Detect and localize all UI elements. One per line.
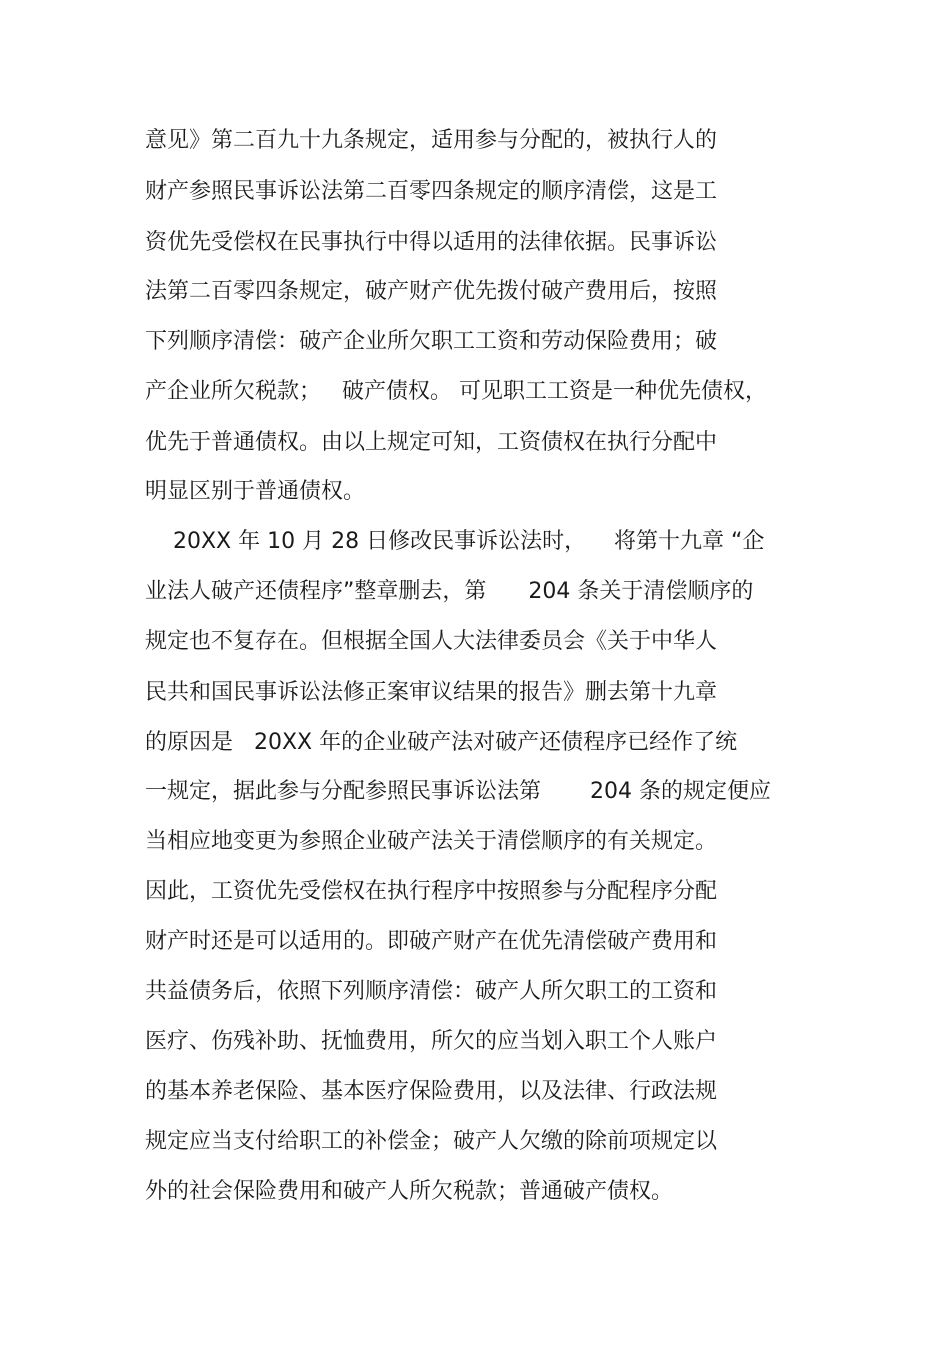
text-line: 的基本养老保险、基本医疗保险费用，以及法律、行政法规 — [145, 1079, 718, 1104]
text-line: 20XX 年 10 月 28 日修改民事诉讼法时， 将第十九章 “企 — [145, 529, 765, 554]
text-line: 优先于普通债权。由以上规定可知，工资债权在执行分配中 — [145, 430, 718, 455]
text-line: 业法人破产还债程序”整章删去，第 204 条关于清偿顺序的 — [145, 579, 754, 604]
text-line: 法第二百零四条规定，破产财产优先拨付破产费用后，按照 — [145, 279, 718, 304]
text-line: 规定应当支付给职工的补偿金；破产人欠缴的除前项规定以 — [145, 1129, 718, 1154]
text-line: 下列顺序清偿：破产企业所欠职工工资和劳动保险费用；破 — [145, 329, 718, 354]
text-line: 医疗、伤残补助、抚恤费用，所欠的应当划入职工个人账户 — [145, 1029, 718, 1054]
text-line: 明显区别于普通债权。 — [145, 479, 366, 504]
text-line: 民共和国民事诉讼法修正案审议结果的报告》删去第十九章 — [145, 680, 718, 705]
text-line: 资优先受偿权在民事执行中得以适用的法律依据。民事诉讼 — [145, 230, 718, 255]
text-line: 一规定，据此参与分配参照民事诉讼法第 204 条的规定便应 — [145, 779, 771, 804]
text-line: 共益债务后，依照下列顺序清偿：破产人所欠职工的工资和 — [145, 979, 718, 1004]
text-line: 因此，工资优先受偿权在执行程序中按照参与分配程序分配 — [145, 879, 718, 904]
text-line: 当相应地变更为参照企业破产法关于清偿顺序的有关规定。 — [145, 829, 718, 854]
text-line: 的原因是 20XX 年的企业破产法对破产还债程序已经作了统 — [145, 730, 738, 755]
text-line: 外的社会保险费用和破产人所欠税款；普通破产债权。 — [145, 1179, 674, 1204]
text-line: 财产时还是可以适用的。即破产财产在优先清偿破产费用和 — [145, 929, 718, 954]
text-line: 产企业所欠税款； 破产债权。 可见职工工资是一种优先债权， — [145, 379, 767, 404]
text-line: 财产参照民事诉讼法第二百零四条规定的顺序清偿，这是工 — [145, 179, 718, 204]
text-line: 规定也不复存在。但根据全国人大法律委员会《关于中华人 — [145, 629, 718, 654]
text-line: 意见》第二百九十九条规定，适用参与分配的，被执行人的 — [145, 128, 718, 153]
